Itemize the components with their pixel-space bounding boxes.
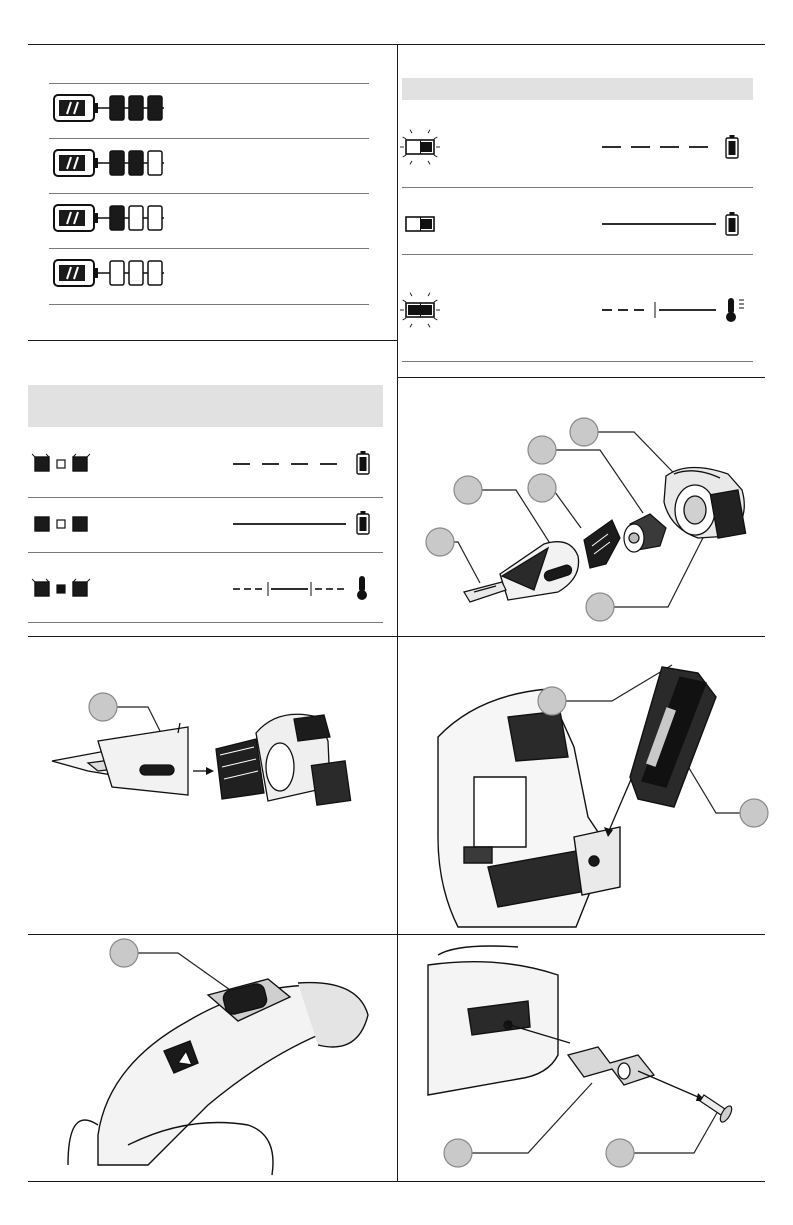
callout-1 — [570, 418, 598, 446]
gauge-battery-tip — [94, 213, 98, 223]
blink-ray — [32, 454, 35, 457]
charger-a-row-2 — [400, 293, 744, 328]
switch-callout — [110, 939, 138, 967]
tool-base — [428, 946, 558, 1095]
charger-led-left — [408, 305, 420, 315]
thermometer-bulb — [357, 590, 367, 600]
charger-led-right — [421, 305, 432, 315]
attach-arrowhead — [206, 767, 214, 775]
leader-2 — [554, 450, 643, 513]
power-switch-drawing — [28, 935, 397, 1181]
gauge-segment-lit — [110, 96, 124, 120]
screw-arrow — [638, 1071, 698, 1097]
vacuum-body — [216, 714, 351, 805]
blink-ray — [410, 161, 412, 164]
blink-ray — [410, 324, 412, 327]
tool-body — [438, 689, 620, 927]
handle-top — [68, 979, 368, 1175]
battery-install-drawing — [398, 637, 765, 934]
charger-b-row-1 — [35, 511, 369, 534]
charger-a-rows — [397, 44, 765, 377]
bracket-callout — [444, 1139, 472, 1167]
gauge-segment-lit — [110, 206, 124, 230]
blink-ray — [428, 161, 430, 164]
mount-bracket — [568, 1047, 654, 1085]
charger-panel-b — [28, 340, 397, 636]
battery-icon-tip — [361, 511, 366, 514]
gauge-segment-lit — [129, 96, 143, 120]
nozzle-attach-drawing — [28, 637, 397, 934]
blink-ray — [403, 318, 406, 320]
blink-ray — [410, 293, 412, 296]
charger-led-right — [421, 142, 432, 152]
charger-led-left — [35, 517, 49, 531]
battery-icon-fill — [360, 457, 367, 471]
charger-panel-a — [397, 44, 765, 377]
gauge-segment-off — [148, 206, 162, 230]
motor-housing — [664, 467, 746, 538]
crevice-tool — [464, 582, 506, 602]
gauge-segment-off — [148, 261, 162, 285]
charger-b-row-0 — [32, 451, 369, 474]
gauge-segment-off — [129, 261, 143, 285]
battery-install-panel — [398, 637, 765, 934]
dust-bowl — [500, 542, 579, 600]
fuel-gauge-panel — [28, 44, 397, 340]
blink-ray — [434, 137, 437, 139]
charger-led-left — [35, 457, 49, 471]
gauge-battery-tip — [94, 268, 98, 278]
thermometer-bulb — [726, 312, 736, 322]
gauge-segment-lit — [110, 151, 124, 175]
callout-2 — [528, 436, 556, 464]
gauge-battery-fill — [59, 155, 85, 171]
gauge-row-3 — [54, 260, 164, 286]
callout-3 — [454, 476, 482, 504]
gauge-segment-lit — [129, 151, 143, 175]
battery-icon-fill — [729, 218, 736, 232]
callout-4 — [528, 474, 556, 502]
thermometer-icon — [728, 298, 734, 314]
power-switch-panel — [28, 935, 397, 1181]
blink-ray — [410, 130, 412, 133]
battery-icon-fill — [729, 141, 736, 155]
charger-b-row-2 — [32, 576, 367, 600]
charger-led-left — [408, 142, 420, 152]
charger-led-right — [73, 457, 87, 471]
gauge-battery-tip — [94, 158, 98, 168]
blink-ray — [403, 155, 406, 157]
callout-5 — [426, 528, 454, 556]
battery-callout-top — [538, 687, 566, 715]
gauge-row-0 — [54, 95, 164, 121]
battery-icon-tip — [361, 451, 366, 454]
exploded-view-drawing — [398, 378, 765, 636]
gauge-segment-off — [129, 206, 143, 230]
screw-leader — [620, 1111, 718, 1153]
blink-ray — [403, 300, 406, 302]
exploded-view-panel — [398, 378, 765, 636]
gauge-segment-off — [110, 261, 124, 285]
charger-a-row-1 — [406, 212, 738, 235]
gauge-segment-lit — [148, 96, 162, 120]
gauge-segment-off — [148, 151, 162, 175]
gauge-battery-tip — [94, 103, 98, 113]
thermometer-icon — [359, 576, 365, 592]
nozzle-assembly — [52, 723, 188, 795]
callout-6 — [586, 593, 614, 621]
charger-led-center — [57, 520, 65, 528]
blink-ray — [434, 155, 437, 157]
filter — [624, 514, 666, 552]
wall-mount-panel — [398, 935, 765, 1181]
gauge-battery-fill — [59, 210, 85, 226]
gauge-row-2 — [54, 205, 164, 231]
charger-b-rows — [28, 340, 397, 636]
blink-ray — [87, 454, 90, 457]
blink-ray — [428, 293, 430, 296]
fuel-gauge-rows — [28, 44, 397, 340]
blink-ray — [434, 300, 437, 302]
battery-icon-tip — [730, 135, 735, 138]
blink-ray — [428, 324, 430, 327]
gauge-battery-fill — [59, 265, 85, 281]
gauge-battery-fill — [59, 100, 85, 116]
blink-ray — [32, 579, 35, 582]
battery-pack — [630, 667, 716, 807]
bracket-leader — [458, 1083, 592, 1153]
filter-cover — [584, 520, 620, 568]
battery-icon-fill — [360, 517, 367, 531]
gauge-row-1 — [54, 150, 164, 176]
battery-callout-side — [740, 799, 768, 827]
charger-led-right — [421, 219, 432, 229]
charger-led-center — [57, 585, 65, 593]
screw — [700, 1095, 734, 1124]
blink-ray — [403, 137, 406, 139]
nozzle-callout — [89, 693, 117, 721]
wall-mount-drawing — [398, 935, 765, 1181]
charger-led-right — [73, 517, 87, 531]
charger-led-center — [57, 460, 65, 468]
blink-ray — [87, 579, 90, 582]
charger-led-right — [73, 582, 87, 596]
screw-callout — [606, 1139, 634, 1167]
charger-led-left — [408, 219, 420, 229]
charger-a-row-0 — [400, 130, 738, 165]
battery-icon-tip — [730, 212, 735, 215]
charger-led-left — [35, 582, 49, 596]
blink-ray — [434, 318, 437, 320]
blink-ray — [428, 130, 430, 133]
bottom-rule — [28, 1181, 765, 1182]
nozzle-attach-panel — [28, 637, 397, 934]
